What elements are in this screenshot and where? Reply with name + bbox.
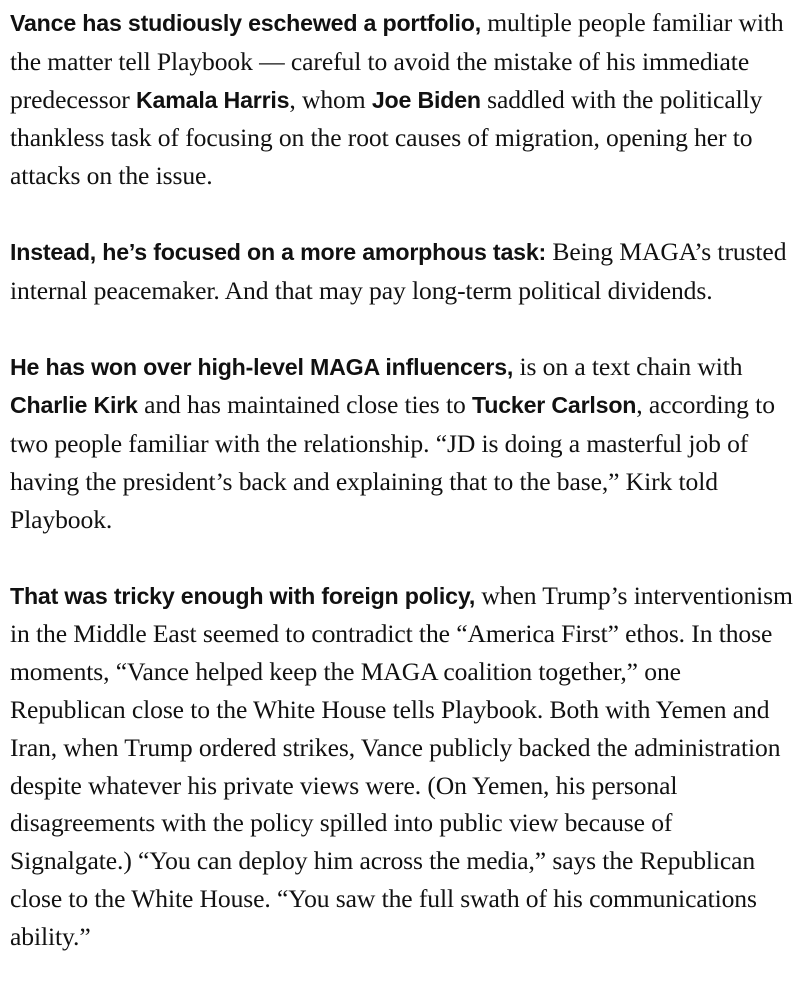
paragraph-text: saddled with the politically thankless task of focusing on the root causes of migration, opening her to attacks on the issue. xyxy=(10,84,763,191)
paragraph-lead: Instead, he’s focused on a more amorphous task: xyxy=(10,238,547,265)
paragraph-text: , according to two people familiar with the relationship. “JD is doing a masterful job of having the president’s back and explaining that to the base,” Kirk told Playbook. xyxy=(10,390,775,534)
paragraph-text: and has maintained close ties to xyxy=(137,390,472,420)
paragraph-peacemaker xyxy=(10,233,797,310)
person-name-kamala-harris: Kamala Harris xyxy=(136,86,290,113)
paragraph-lead: Vance has studiously eschewed a portfolio, xyxy=(10,10,481,36)
article-body xyxy=(10,4,797,956)
paragraph-text: multiple people familiar with the matter tell Playbook — careful to avoid the mistake of his immediate predecessor xyxy=(10,8,784,114)
person-name-charlie-kirk: Charlie Kirk xyxy=(10,392,138,419)
paragraph-text: is on a text chain with xyxy=(513,351,743,381)
paragraph-text: , whom xyxy=(289,84,372,114)
paragraph-text: when Trump’s interventionism in the Middle East seemed to contradict the “America First” ethos. In those moments, “Vance helped keep the MAGA coalition together,” one Republican close to the White House tells Playbook. Both with Yemen and Iran, when Trump ordered strikes, Vance publicly backed the administration despite whatever his private views were. (On Yemen, his personal disagreements with the policy spilled into public view because of Signalgate.) “You can deploy him across the media,” says the Republican close to the White House. “You saw the full swath of his communications ability.” xyxy=(10,580,793,951)
paragraph-lead: He has won over high-level MAGA influencers, xyxy=(10,353,514,380)
person-name-joe-biden: Joe Biden xyxy=(371,86,481,113)
paragraph-lead: That was tricky enough with foreign policy, xyxy=(10,582,476,609)
paragraph-text: Being MAGA’s trusted internal peacemaker. And that may pay long-term political dividends. xyxy=(10,236,787,305)
paragraph-portfolio xyxy=(10,4,797,195)
paragraph-foreign-policy xyxy=(10,577,797,956)
person-name-tucker-carlson: Tucker Carlson xyxy=(471,392,637,419)
paragraph-influencers xyxy=(10,348,797,539)
